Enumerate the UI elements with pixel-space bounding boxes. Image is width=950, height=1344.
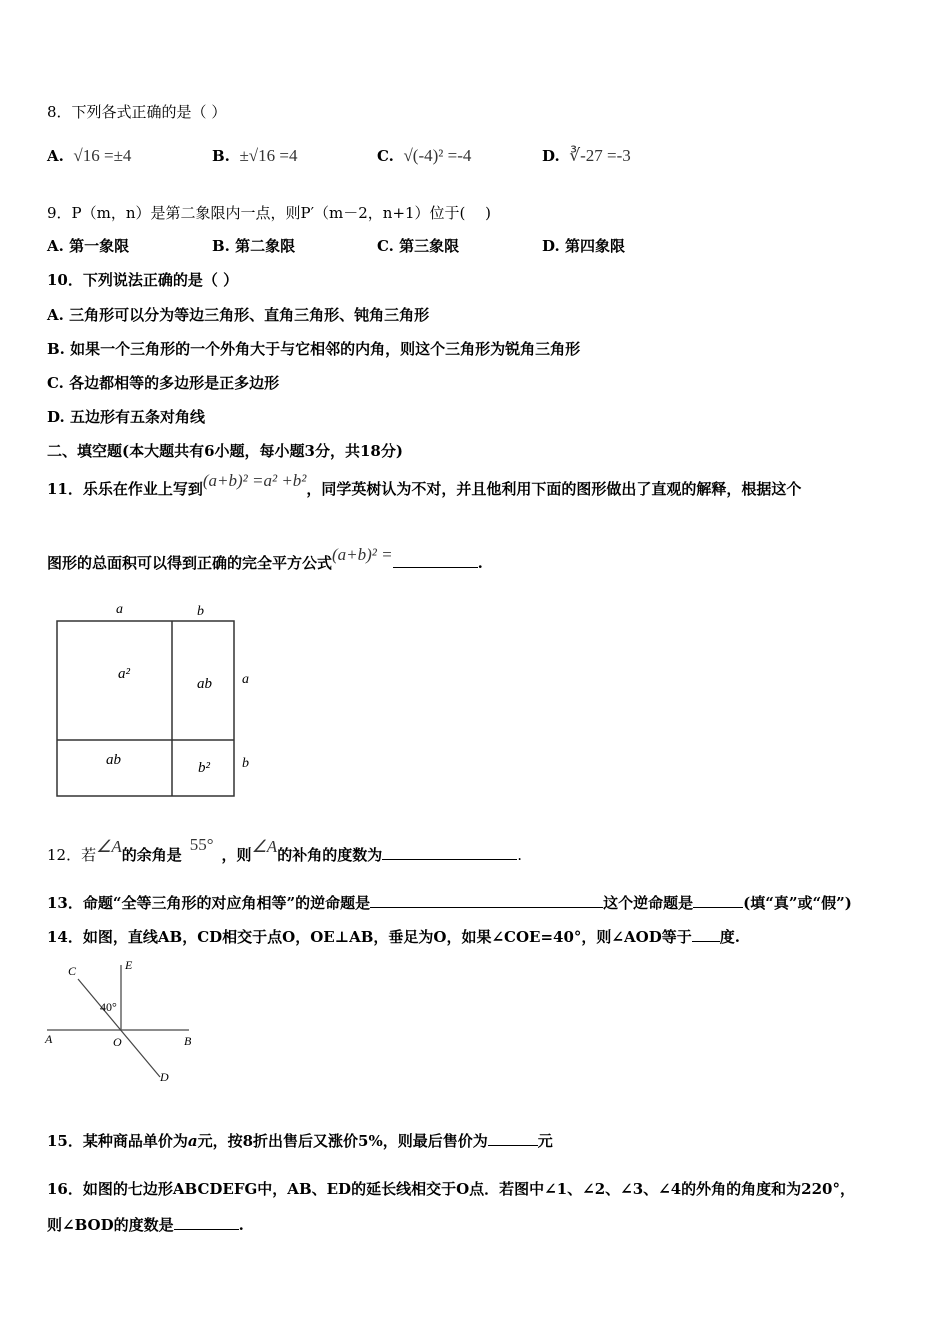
q16-line2: 则∠BOD的度数是 . — [47, 1216, 244, 1234]
svg-text:E: E — [125, 958, 133, 972]
q10-option-b[interactable]: B. 如果一个三角形的一个外角大于与它相邻的内角，则这个三角形为锐角三角形 — [47, 340, 581, 358]
q13-answer-blank-2[interactable] — [693, 893, 743, 908]
q14: 14．如图，直线AB，CD相交于点O，OE⊥AB，垂足为O，如果∠COE=40°，则∠AOD等于 度. — [47, 928, 740, 946]
q12-answer-blank[interactable] — [382, 845, 517, 860]
q9-option-c[interactable]: C. 第三象限 — [377, 237, 460, 255]
q11-line1: 11．乐乐在作业上写到(a+b)² =a² +b²，同学英树认为不对，并且他利用下面的图形做出了直观的解释，根据这个 — [47, 471, 802, 498]
q11-answer-blank[interactable] — [393, 553, 478, 568]
label-top-a: a — [116, 602, 123, 617]
label-b-squared: b² — [198, 760, 210, 776]
q8-stem: 8．下列各式正确的是（ ） — [47, 103, 227, 121]
q16-line1: 16．如图的七边形ABCDEFG中，AB、ED的延长线相交于O点．若图中∠1、∠2、∠3、∠4的外角的角度和为220°， — [47, 1180, 855, 1198]
label-right-a: a — [242, 672, 249, 687]
section-heading: 二、填空题(本大题共有6小题，每小题3分，共18分) — [47, 442, 403, 460]
label-top-b: b — [197, 604, 204, 619]
q8-option-b[interactable]: B. ±√16 =4 — [212, 146, 298, 165]
label-ab-right: ab — [197, 676, 212, 692]
q15-answer-blank[interactable] — [488, 1131, 538, 1146]
label-ab-bottom: ab — [106, 752, 121, 768]
q8-option-d[interactable]: D. ∛-27 =-3 — [542, 146, 631, 165]
q10-stem: 10．下列说法正确的是（ ） — [47, 271, 239, 289]
q9-stem: 9．P（m，n）是第二象限内一点，则P′（m－2，n+1）位于( ) — [47, 204, 492, 222]
svg-text:D: D — [160, 1070, 169, 1084]
q8-option-a[interactable]: A. √16 =±4 — [47, 146, 132, 165]
q14-answer-blank[interactable] — [692, 927, 720, 942]
q10-option-a[interactable]: A. 三角形可以分为等边三角形、直角三角形、钝角三角形 — [47, 306, 430, 324]
square-area-figure — [40, 595, 270, 805]
q16-answer-blank[interactable] — [174, 1215, 239, 1230]
svg-text:O: O — [113, 1035, 122, 1049]
q8-option-c[interactable]: C. √(-4)² =-4 — [377, 146, 472, 165]
svg-text:A: A — [45, 1032, 53, 1046]
label-right-b: b — [242, 756, 249, 771]
q13: 13．命题“全等三角形的对应角相等”的逆命题是 这个逆命题是 (填“真”或“假”) — [47, 894, 852, 912]
q9-option-d[interactable]: D. 第四象限 — [542, 237, 625, 255]
label-a-squared: a² — [118, 666, 130, 682]
q9-option-b[interactable]: B. 第二象限 — [212, 237, 296, 255]
q12: 12．若∠A的余角是55°，则∠A的补角的度数为 . — [47, 835, 522, 864]
q10-option-d[interactable]: D. 五边形有五条对角线 — [47, 408, 205, 426]
q10-option-c[interactable]: C. 各边都相等的多边形是正多边形 — [47, 374, 280, 392]
intersecting-lines-figure — [40, 950, 240, 1090]
q11-line2: 图形的总面积可以得到正确的完全平方公式(a+b)² = . — [47, 545, 483, 572]
svg-text:B: B — [184, 1034, 192, 1048]
q13-answer-blank-1[interactable] — [370, 893, 603, 908]
svg-text:40°: 40° — [100, 1000, 117, 1014]
q9-option-a[interactable]: A. 第一象限 — [47, 237, 130, 255]
svg-text:C: C — [68, 964, 77, 978]
q15: 15．某种商品单价为a元，按8折出售后又涨价5%，则最后售价为 元 — [47, 1132, 553, 1150]
